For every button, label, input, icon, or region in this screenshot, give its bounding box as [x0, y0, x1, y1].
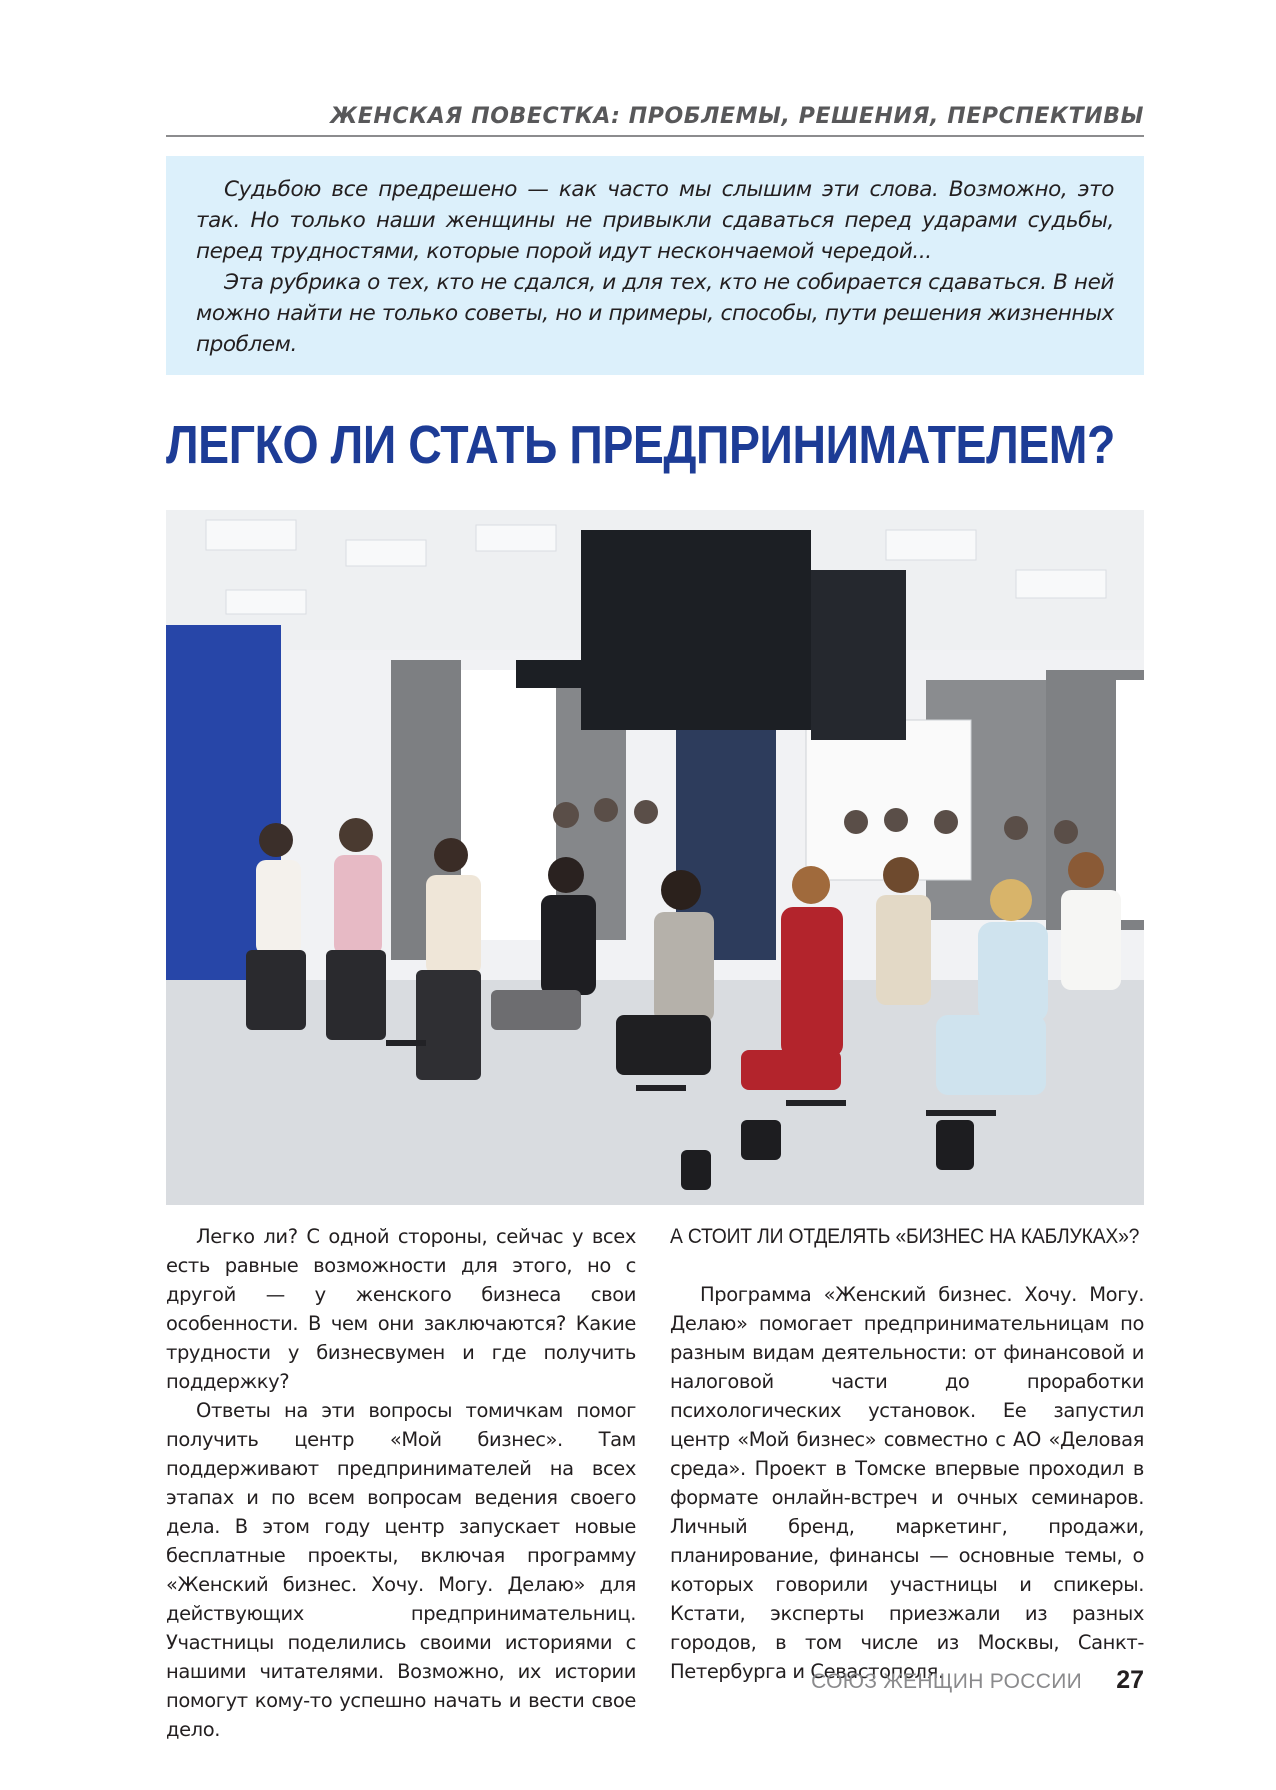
page-number: 27	[1116, 1666, 1144, 1694]
intro-paragraph-1: Судьбою все предрешено — как часто мы слышим эти слова. Возможно, это так. Но только наши женщины не привыкли сдаваться перед ударами судьбы, перед трудностями, которые порой идут нескончаемой чередой...	[196, 177, 1114, 264]
intro-box	[166, 156, 1144, 375]
footer-organization: СОЮЗ ЖЕНЩИН РОССИИ	[811, 1670, 1082, 1693]
article-headline: ЛЕГКО ЛИ СТАТЬ ПРЕДПРИНИМАТЕЛЕМ?	[166, 415, 1115, 475]
article-column-right	[670, 1222, 1144, 1686]
article-subheading: А СТОИТ ЛИ ОТДЕЛЯТЬ «БИЗНЕС НА КАБЛУКАХ»?	[670, 1225, 1140, 1248]
seminar-photo	[166, 510, 1144, 1205]
article-paragraph: Ответы на эти вопросы томичкам помог получить центр «Мой бизнес». Там поддерживают предпринимателей на всех этапах и по всем вопросам ведения своего дела. В этом году центр запускает новые бесплатные проекты, включая программу «Женский бизнес. Хочу. Могу. Делаю» для действующих предпринимательниц. Участницы поделились своими историями с нашими читателями. Возможно, их истории помогут кому-то успешно начать и вести свое дело.	[166, 1399, 636, 1741]
article-column-left	[166, 1222, 636, 1744]
article-paragraph: Программа «Женский бизнес. Хочу. Могу. Делаю» помогает предпринимательницам по разным видам деятельности: от финансовой и налоговой части до проработки психологических установок. Ее запустил центр «Мой бизнес» совместно с АО «Деловая среда». Проект в Томске впервые проходил в формате онлайн-встреч и очных семинаров. Личный бренд, маркетинг, продажи, планирование, финансы — основные темы, о которых говорили участницы и спикеры. Кстати, эксперты приезжали из разных городов, в том числе из Москвы, Санкт-Петербурга и Севастополя.	[670, 1283, 1144, 1683]
section-rubric: ЖЕНСКАЯ ПОВЕСТКА: ПРОБЛЕМЫ, РЕШЕНИЯ, ПЕРСПЕКТИВЫ	[330, 104, 1144, 129]
header-divider	[166, 135, 1144, 137]
article-paragraph: Легко ли? С одной стороны, сейчас у всех есть равные возможности для этого, но с другой — у женского бизнеса свои особенности. В чем они заключаются? Какие трудности у бизнесвумен и где получить поддержку?	[166, 1225, 636, 1393]
intro-paragraph-2: Эта рубрика о тех, кто не сдался, и для тех, кто не собирается сдаваться. В ней можно найти не только советы, но и примеры, способы, пути решения жизненных проблем.	[196, 270, 1114, 357]
